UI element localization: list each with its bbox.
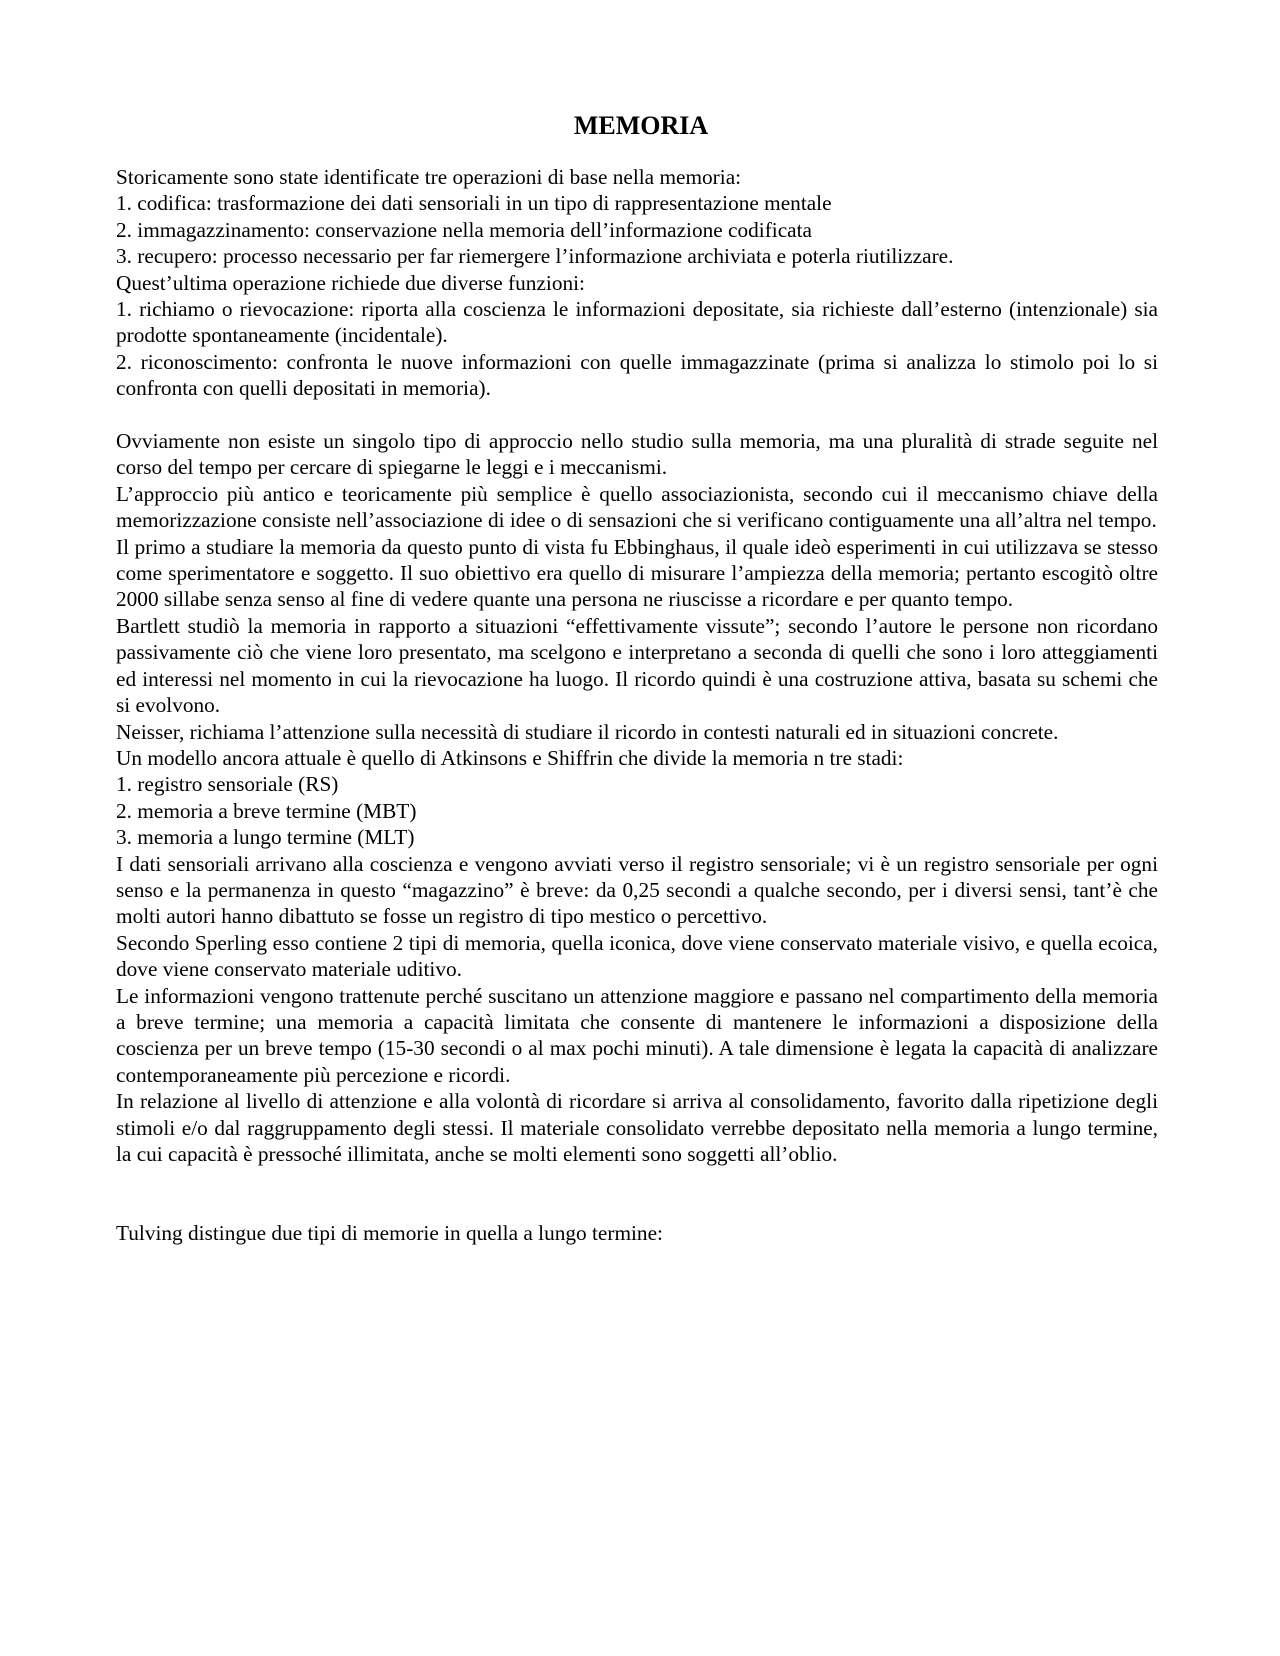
- stage-item: 1. registro sensoriale (RS): [116, 772, 339, 797]
- operation-item: 1. codifica: trasformazione dei dati sensoriali in un tipo di rappresentazione mentale: [116, 191, 832, 216]
- paragraph: L’approccio più antico e teoricamente più semplice è quello associazionista, secondo cui il meccanismo chiave della memorizzazione consiste nell’associazione di idee o di sensazioni che si verificano contiguamente una all’altra nel tempo.: [116, 481, 1158, 533]
- operation-item: 3. recupero: processo necessario per far riemergere l’informazione archiviata e poterla riutilizzare.: [116, 244, 954, 269]
- paragraph: Bartlett studiò la memoria in rapporto a situazioni “effettivamente vissute”; secondo l’autore le persone non ricordano passivamente ciò che viene loro presentato, ma scelgono e interpretano a seconda di quelli che sono i loro atteggiamenti ed interessi nel momento in cui la rievocazione ha luogo. Il ricordo quindi è una costruzione attiva, basata su schemi che si evolvono.: [116, 613, 1158, 718]
- stage-item: 3. memoria a lungo termine (MLT): [116, 825, 415, 850]
- stage-item: 2. memoria a breve termine (MBT): [116, 798, 417, 823]
- spacer: [116, 1167, 1158, 1220]
- page-title: MEMORIA: [573, 111, 709, 140]
- paragraph: Il primo a studiare la memoria da questo punto di vista fu Ebbinghaus, il quale ideò esperimenti in cui utilizzava se stesso come sperimentatore e soggetto. Il suo obiettivo era quello di misurare l’ampiezza della memoria; pertanto escogitò oltre 2000 sillabe senza senso al fine di vedere quante una persona ne riuscisse a ricordare e per quanto tempo.: [116, 534, 1158, 612]
- paragraph: Le informazioni vengono trattenute perché suscitano un attenzione maggiore e passano nel compartimento della memoria a breve termine; una memoria a capacità limitata che consente di mantenere le informazioni a disposizione della coscienza per un breve tempo (15-30 secondi o al max pochi minuti). A tale dimensione è legata la capacità di analizzare contemporaneamente più percezione e ricordi.: [116, 983, 1158, 1087]
- function-item: 1. richiamo o rievocazione: riporta alla coscienza le informazioni depositate, sia richieste dall’esterno (intenzionale) sia prodotte spontaneamente (incidentale).: [116, 297, 1158, 348]
- paragraph: I dati sensoriali arrivano alla coscienza e vengono avviati verso il registro sensoriale; vi è un registro sensoriale per ogni senso e la permanenza in questo “magazzino” è breve: da 0,25 secondi a qualche secondo, per i diversi sensi, tant’è che molti autori hanno dibattuto se fosse un registro di tipo mestico o percettivo.: [116, 851, 1158, 929]
- model-lead: Un modello ancora attuale è quello di Atkinsons e Shiffrin che divide la memoria n tre stadi:: [116, 745, 904, 770]
- document-page: [116, 110, 1158, 1247]
- functions-lead: Quest’ultima operazione richiede due diverse funzioni:: [116, 270, 585, 295]
- paragraph: Ovviamente non esiste un singolo tipo di approccio nello studio sulla memoria, ma una pluralità di strade seguite nel corso del tempo per cercare di spiegarne le leggi e i meccanismi.: [116, 429, 1158, 480]
- function-item: 2. riconoscimento: confronta le nuove informazioni con quelle immagazzinate (prima si analizza lo stimolo poi lo si confronta con quelli depositati in memoria).: [116, 349, 1158, 401]
- paragraph: In relazione al livello di attenzione e alla volontà di ricordare si arriva al consolidamento, favorito dalla ripetizione degli stimoli e/o dal raggruppamento degli stessi. Il materiale consolidato verrebbe depositato nella memoria a lungo termine, la cui capacità è pressoché illimitata, anche se molti elementi sono soggetti all’oblio.: [116, 1089, 1158, 1167]
- operation-item: 2. immagazzinamento: conservazione nella memoria dell’informazione codificata: [116, 217, 812, 242]
- spacer: [116, 402, 1158, 428]
- closing-paragraph: Tulving distingue due tipi di memorie in quella a lungo termine:: [116, 1221, 663, 1246]
- intro-lead: Storicamente sono state identificate tre operazioni di base nella memoria:: [116, 165, 742, 189]
- paragraph: Neisser, richiama l’attenzione sulla necessità di studiare il ricordo in contesti naturali ed in situazioni concrete.: [116, 719, 1059, 744]
- paragraph: Secondo Sperling esso contiene 2 tipi di memoria, quella iconica, dove viene conservato materiale visivo, e quella ecoica, dove viene conservato materiale uditivo.: [116, 930, 1158, 982]
